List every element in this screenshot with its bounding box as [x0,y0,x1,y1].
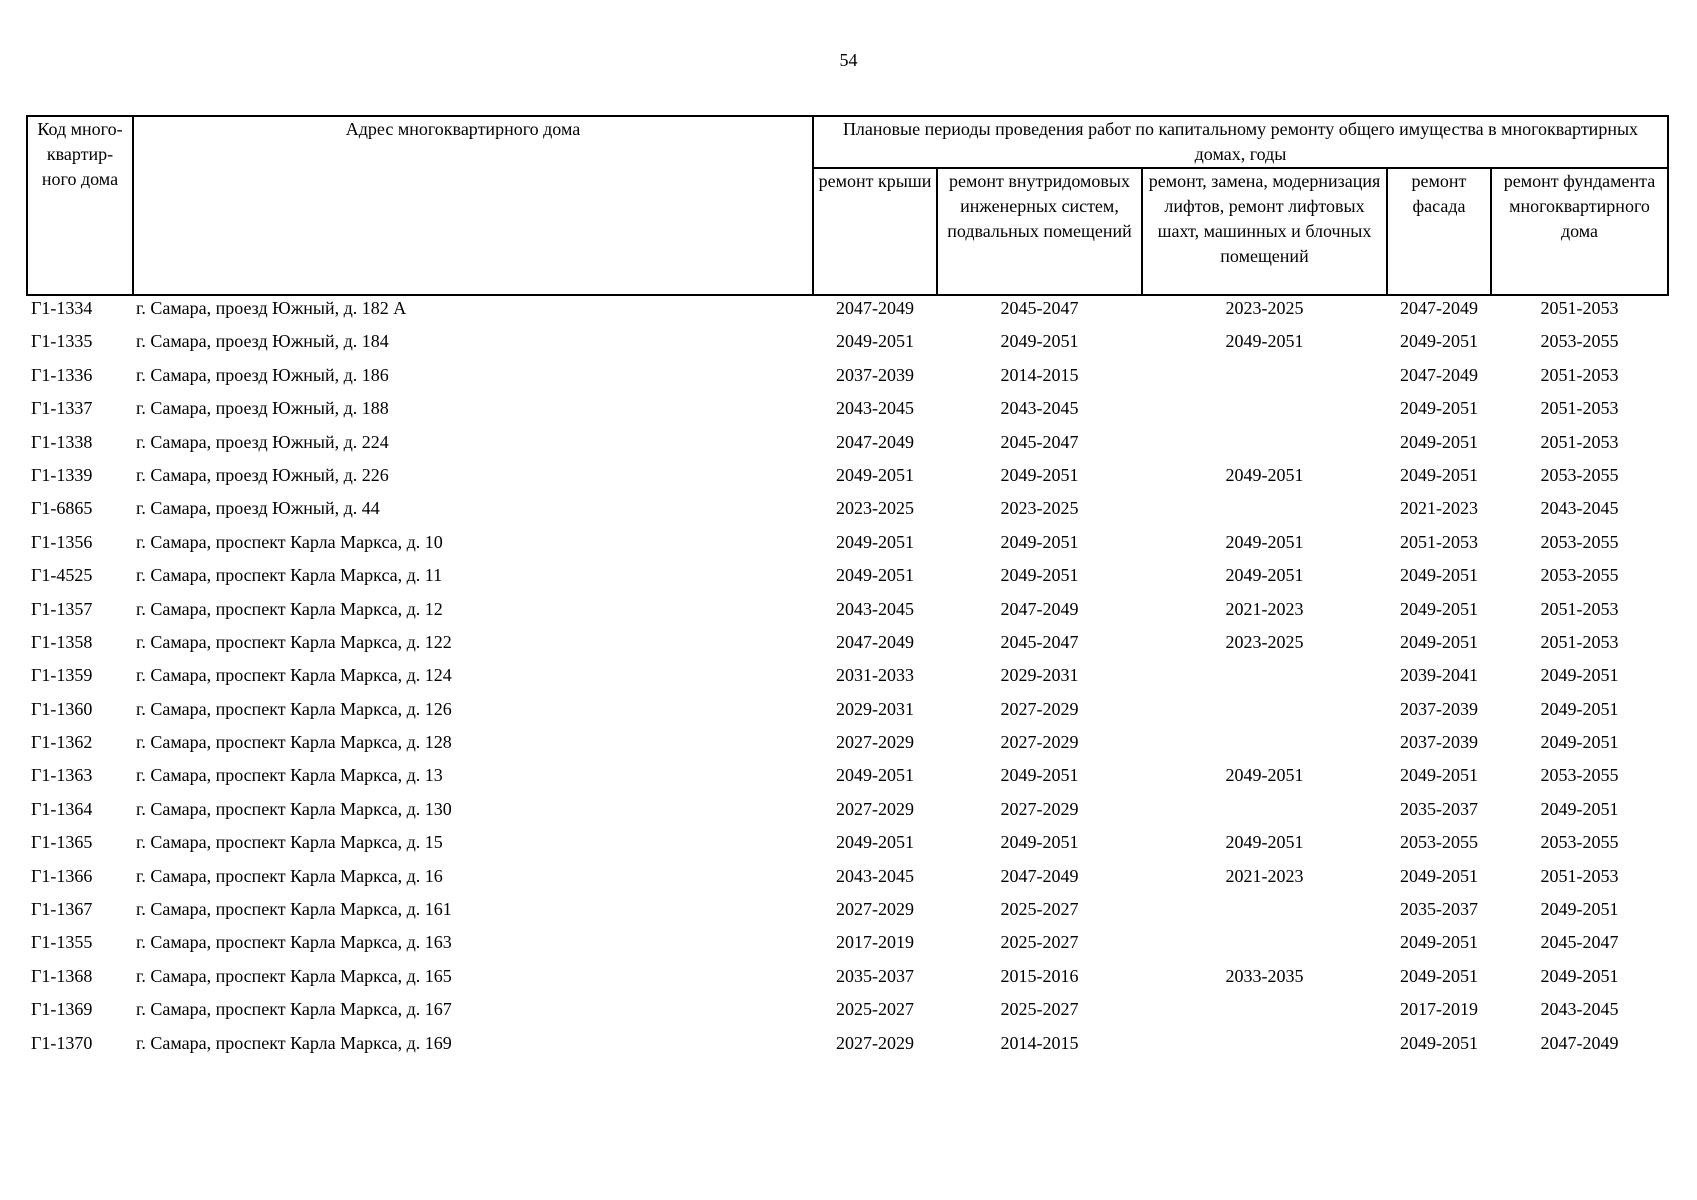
table-row [27,765,1668,798]
engineering-period-cell: 2014-2015 [1000,364,1079,385]
building-code-cell: Г1-1337 [31,398,93,419]
roof-period-cell: 2027-2029 [836,798,914,819]
address-cell: г. Самара, проспект Карла Маркса, д. 16 [136,865,443,886]
lifts-period-cell: 2021-2023 [1225,865,1304,886]
facade-period-cell: 2049-2051 [1400,565,1478,586]
lifts-period-cell [1142,665,1387,698]
engineering-period-cell: 2043-2045 [1000,398,1079,419]
lifts-period-cell [1142,498,1387,531]
facade-period-cell: 2047-2049 [1400,364,1478,385]
table-row [27,732,1668,765]
foundation-period-cell: 2051-2053 [1540,298,1619,318]
table-row [27,832,1668,865]
table-row [27,866,1668,899]
table-row [27,331,1668,364]
lifts-period-cell [1142,732,1387,765]
lifts-period-cell: 2049-2051 [1225,531,1304,552]
building-code-cell: Г1-4525 [31,565,93,586]
roof-period-cell: 2049-2051 [836,832,914,853]
repair-schedule-table [26,115,1669,1066]
page-number: 54 [839,50,858,70]
address-cell: г. Самара, проспект Карла Маркса, д. 10 [136,531,443,552]
facade-period-cell: 2049-2051 [1400,464,1478,485]
engineering-period-cell: 2049-2051 [1000,832,1079,853]
address-cell: г. Самара, проезд Южный, д. 186 [136,364,389,385]
lifts-period-cell [1142,398,1387,431]
roof-period-cell: 2031-2033 [836,665,914,686]
address-cell: г. Самара, проспект Карла Маркса, д. 11 [136,565,443,586]
building-code-cell: Г1-1360 [31,698,93,719]
lifts-period-cell: 2023-2025 [1225,298,1304,318]
foundation-period-cell: 2051-2053 [1540,865,1619,886]
header-roof-repair: ремонт крыши [813,168,937,295]
building-code-cell: Г1-1335 [31,331,93,352]
building-code-cell: Г1-1366 [31,865,93,886]
building-code-cell: Г1-1359 [31,665,93,686]
table-row [27,799,1668,832]
table-row [27,465,1668,498]
building-code-cell: Г1-1357 [31,598,93,619]
engineering-period-cell: 2049-2051 [1000,331,1079,352]
building-code-cell: Г1-1364 [31,798,93,819]
lifts-period-cell [1142,799,1387,832]
lifts-period-cell: 2049-2051 [1225,832,1304,853]
building-code-cell: Г1-1363 [31,765,93,786]
roof-period-cell: 2023-2025 [836,498,914,519]
roof-period-cell: 2049-2051 [836,531,914,552]
roof-period-cell: 2027-2029 [836,732,914,753]
engineering-period-cell: 2049-2051 [1000,464,1079,485]
building-code-cell: Г1-1339 [31,464,93,485]
roof-period-cell: 2049-2051 [836,765,914,786]
facade-period-cell: 2037-2039 [1400,732,1478,753]
engineering-period-cell: 2015-2016 [1000,965,1079,986]
lifts-period-cell: 2049-2051 [1225,765,1304,786]
foundation-period-cell: 2053-2055 [1540,531,1619,552]
roof-period-cell: 2027-2029 [836,899,914,920]
facade-period-cell: 2035-2037 [1400,798,1478,819]
foundation-period-cell: 2049-2051 [1540,665,1619,686]
foundation-period-cell: 2053-2055 [1540,765,1619,786]
address-cell: г. Самара, проспект Карла Маркса, д. 163 [136,932,452,953]
table-row [27,565,1668,598]
engineering-period-cell: 2049-2051 [1000,531,1079,552]
address-cell: г. Самара, проспект Карла Маркса, д. 128 [136,732,452,753]
lifts-period-cell: 2021-2023 [1225,598,1304,619]
facade-period-cell: 2039-2041 [1400,665,1478,686]
foundation-period-cell: 2051-2053 [1540,364,1619,385]
roof-period-cell: 2049-2051 [836,565,914,586]
foundation-period-cell: 2049-2051 [1540,698,1619,719]
building-code-cell: Г1-1370 [31,1032,93,1053]
engineering-period-cell: 2025-2027 [1000,932,1079,953]
building-code-cell: Г1-1336 [31,364,93,385]
facade-period-cell: 2049-2051 [1400,631,1478,652]
building-code-cell: Г1-1367 [31,899,93,920]
foundation-period-cell: 2053-2055 [1540,331,1619,352]
lifts-period-cell [1142,932,1387,965]
header-facade-repair: ремонт фасада [1387,168,1491,295]
table-row [27,532,1668,565]
lifts-period-cell [1142,1033,1387,1066]
foundation-period-cell: 2053-2055 [1540,565,1619,586]
address-cell: г. Самара, проезд Южный, д. 44 [136,498,380,519]
facade-period-cell: 2049-2051 [1400,1032,1478,1053]
table-row [27,398,1668,431]
table-row [27,599,1668,632]
facade-period-cell: 2049-2051 [1400,765,1478,786]
table-body [27,295,1668,1066]
foundation-period-cell: 2049-2051 [1540,965,1619,986]
engineering-period-cell: 2045-2047 [1000,298,1079,318]
building-code-cell: Г1-1362 [31,732,93,753]
roof-period-cell: 2043-2045 [836,398,914,419]
engineering-period-cell: 2027-2029 [1000,698,1079,719]
address-cell: г. Самара, проспект Карла Маркса, д. 130 [136,798,452,819]
building-code-cell: Г1-1358 [31,631,93,652]
table-row [27,432,1668,465]
engineering-period-cell: 2049-2051 [1000,565,1079,586]
facade-period-cell: 2049-2051 [1400,598,1478,619]
lifts-period-cell [1142,999,1387,1032]
table-row [27,932,1668,965]
building-code-cell: Г1-6865 [31,498,93,519]
foundation-period-cell: 2049-2051 [1540,732,1619,753]
engineering-period-cell: 2025-2027 [1000,999,1079,1020]
roof-period-cell: 2043-2045 [836,865,914,886]
roof-period-cell: 2049-2051 [836,331,914,352]
foundation-period-cell: 2047-2049 [1540,1032,1619,1053]
lifts-period-cell: 2033-2035 [1225,965,1304,986]
facade-period-cell: 2035-2037 [1400,899,1478,920]
facade-period-cell: 2051-2053 [1400,531,1478,552]
address-cell: г. Самара, проспект Карла Маркса, д. 161 [136,899,452,920]
table-row [27,665,1668,698]
building-code-cell: Г1-1334 [31,298,93,318]
building-code-cell: Г1-1369 [31,999,93,1020]
engineering-period-cell: 2023-2025 [1000,498,1079,519]
table-row [27,295,1668,331]
engineering-period-cell: 2027-2029 [1000,732,1079,753]
header-address: Адрес многоквартирного дома [133,116,813,295]
address-cell: г. Самара, проспект Карла Маркса, д. 167 [136,999,452,1020]
roof-period-cell: 2025-2027 [836,999,914,1020]
building-code-cell: Г1-1356 [31,531,93,552]
building-code-cell: Г1-1368 [31,965,93,986]
engineering-period-cell: 2047-2049 [1000,865,1079,886]
engineering-period-cell: 2025-2027 [1000,899,1079,920]
engineering-period-cell: 2027-2029 [1000,798,1079,819]
table-row [27,1033,1668,1066]
facade-period-cell: 2049-2051 [1400,865,1478,886]
address-cell: г. Самара, проспект Карла Маркса, д. 124 [136,665,452,686]
lifts-period-cell [1142,432,1387,465]
address-cell: г. Самара, проспект Карла Маркса, д. 12 [136,598,443,619]
foundation-period-cell: 2051-2053 [1540,398,1619,419]
roof-period-cell: 2017-2019 [836,932,914,953]
address-cell: г. Самара, проезд Южный, д. 182 А [136,298,407,318]
facade-period-cell: 2049-2051 [1400,331,1478,352]
table-row [27,966,1668,999]
table-row [27,899,1668,932]
header-foundation-repair: ремонт фундамента многоквартирного дома [1491,168,1668,295]
facade-period-cell: 2049-2051 [1400,965,1478,986]
table-row [27,498,1668,531]
lifts-period-cell: 2023-2025 [1225,631,1304,652]
address-cell: г. Самара, проспект Карла Маркса, д. 13 [136,765,443,786]
foundation-period-cell: 2043-2045 [1540,498,1619,519]
foundation-period-cell: 2053-2055 [1540,464,1619,485]
header-lifts-repair: ремонт, замена, модернизация лифтов, ремонт лифтовых шахт, машинных и блочных помещений [1142,168,1387,295]
foundation-period-cell: 2049-2051 [1540,899,1619,920]
facade-period-cell: 2053-2055 [1400,832,1478,853]
building-code-cell: Г1-1355 [31,932,93,953]
foundation-period-cell: 2045-2047 [1540,932,1619,953]
roof-period-cell: 2047-2049 [836,631,914,652]
roof-period-cell: 2047-2049 [836,298,914,318]
lifts-period-cell [1142,365,1387,398]
foundation-period-cell: 2053-2055 [1540,832,1619,853]
facade-period-cell: 2017-2019 [1400,999,1478,1020]
roof-period-cell: 2047-2049 [836,431,914,452]
foundation-period-cell: 2051-2053 [1540,598,1619,619]
lifts-period-cell: 2049-2051 [1225,565,1304,586]
facade-period-cell: 2049-2051 [1400,932,1478,953]
foundation-period-cell: 2049-2051 [1540,798,1619,819]
address-cell: г. Самара, проезд Южный, д. 188 [136,398,389,419]
facade-period-cell: 2047-2049 [1400,298,1478,318]
facade-period-cell: 2021-2023 [1400,498,1478,519]
table-row [27,699,1668,732]
foundation-period-cell: 2051-2053 [1540,631,1619,652]
address-cell: г. Самара, проспект Карла Маркса, д. 165 [136,965,452,986]
engineering-period-cell: 2045-2047 [1000,631,1079,652]
facade-period-cell: 2049-2051 [1400,431,1478,452]
roof-period-cell: 2037-2039 [836,364,914,385]
roof-period-cell: 2035-2037 [836,965,914,986]
engineering-period-cell: 2029-2031 [1000,665,1079,686]
lifts-period-cell [1142,699,1387,732]
facade-period-cell: 2037-2039 [1400,698,1478,719]
address-cell: г. Самара, проспект Карла Маркса, д. 169 [136,1032,452,1053]
address-cell: г. Самара, проезд Южный, д. 184 [136,331,389,352]
header-planned-periods-group: Плановые периоды проведения работ по капитальному ремонту общего имущества в многоквартирных домах, годы [813,116,1668,168]
building-code-cell: Г1-1338 [31,431,93,452]
foundation-period-cell: 2043-2045 [1540,999,1619,1020]
lifts-period-cell: 2049-2051 [1225,331,1304,352]
engineering-period-cell: 2014-2015 [1000,1032,1079,1053]
lifts-period-cell [1142,899,1387,932]
address-cell: г. Самара, проспект Карла Маркса, д. 122 [136,631,452,652]
address-cell: г. Самара, проезд Южный, д. 224 [136,431,389,452]
header-building-code: Код много-квартир-ного дома [27,116,133,295]
facade-period-cell: 2049-2051 [1400,398,1478,419]
lifts-period-cell: 2049-2051 [1225,464,1304,485]
address-cell: г. Самара, проезд Южный, д. 226 [136,464,389,485]
table-row [27,365,1668,398]
roof-period-cell: 2043-2045 [836,598,914,619]
table-row [27,632,1668,665]
header-engineering-systems-repair: ремонт внутридомовых инженерных систем, подвальных помещений [937,168,1142,295]
engineering-period-cell: 2049-2051 [1000,765,1079,786]
roof-period-cell: 2027-2029 [836,1032,914,1053]
engineering-period-cell: 2045-2047 [1000,431,1079,452]
table-header [27,116,1668,295]
roof-period-cell: 2029-2031 [836,698,914,719]
engineering-period-cell: 2047-2049 [1000,598,1079,619]
roof-period-cell: 2049-2051 [836,464,914,485]
foundation-period-cell: 2051-2053 [1540,431,1619,452]
table-row [27,999,1668,1032]
address-cell: г. Самара, проспект Карла Маркса, д. 126 [136,698,452,719]
address-cell: г. Самара, проспект Карла Маркса, д. 15 [136,832,443,853]
building-code-cell: Г1-1365 [31,832,93,853]
